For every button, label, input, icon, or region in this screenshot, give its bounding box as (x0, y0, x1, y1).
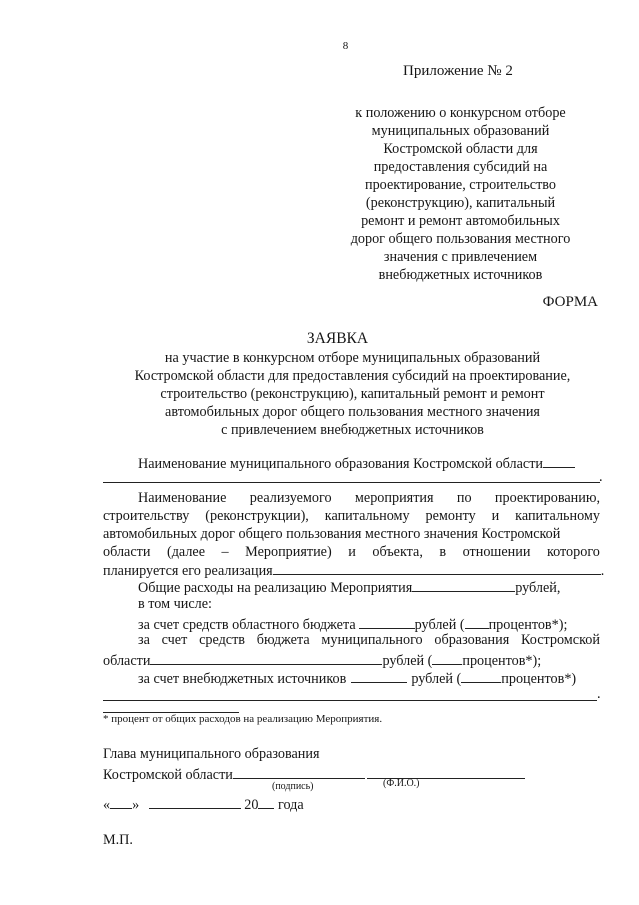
word: средств (199, 632, 245, 648)
subtitle-line: проектирование, строительство (364, 177, 556, 193)
description-line: строительство (реконструкцию), капитальный ремонт и ремонт (160, 386, 545, 402)
word: проектированию, (494, 490, 600, 506)
document-title: ЗАЯВКА (306, 330, 369, 347)
extra-budget-continuation-field[interactable] (103, 700, 597, 701)
total-expenses-unit: рублей, (515, 580, 561, 596)
extra-budget-field[interactable] (351, 668, 407, 683)
description-line: с привлечением внебюджетных источников (221, 422, 484, 438)
subtitle-line: дорог общего пользования местного (350, 231, 571, 247)
event-line-1 (138, 490, 600, 507)
subtitle-line: ремонт и ремонт автомобильных (361, 213, 560, 229)
word: и (491, 508, 500, 524)
municipal-budget-field[interactable] (150, 650, 382, 665)
form-label: ФОРМА (542, 294, 598, 310)
date-line (103, 794, 304, 814)
word: реализуемого (249, 490, 332, 506)
subtitle-line: Костромской области для (383, 141, 538, 157)
word: и (348, 544, 356, 560)
word: счет (161, 632, 188, 648)
subtitle-line: значения с привлечением (383, 249, 538, 265)
word: по (456, 490, 472, 506)
word: Наименование (138, 490, 227, 506)
stamp-placeholder: М.П. (103, 832, 133, 848)
description-line: на участие в конкурсном отборе муниципальных образований (164, 350, 541, 366)
event-line-4 (103, 544, 600, 561)
event-line-2 (103, 508, 600, 525)
mo-name-label-text: Наименование муниципального образования Костромской области (138, 456, 544, 472)
mo-name-field-start[interactable] (543, 453, 575, 468)
municipal-budget-line-2 (103, 650, 541, 670)
mo-name-label (138, 453, 575, 473)
document-description (100, 349, 605, 439)
word: строительству (103, 508, 190, 524)
description-line: автомобильных дорог общего пользования местного значения (165, 404, 540, 420)
year-suffix: года (278, 797, 304, 813)
subtitle-line: муниципальных образований (371, 123, 550, 139)
regional-budget-label: за счет средств областного бюджета (138, 617, 356, 633)
extra-budget-line (138, 668, 576, 688)
word: капитальному (324, 508, 410, 524)
municipal-budget-line-1 (138, 632, 600, 649)
subtitle-line: к положению о конкурсном отборе (355, 105, 566, 121)
mo-name-period: . (599, 469, 603, 485)
subtitle-line: внебюджетных источников (378, 267, 543, 283)
municipal-percent-label: процентов*); (462, 653, 542, 669)
word: капитальному (515, 508, 600, 524)
total-expenses-label: Общие расходы на реализацию Мероприятия (138, 580, 413, 596)
description-line: Костромской области для предоставления субсидий на проектирование, (134, 368, 571, 384)
total-expenses-field[interactable] (412, 577, 515, 592)
appendix-subtitle (318, 104, 603, 284)
event-line-5-text: планируется его реализация (103, 563, 273, 579)
word: в (439, 544, 447, 560)
date-year-field[interactable] (258, 794, 274, 809)
date-quote-open: « (103, 797, 111, 813)
regional-percent-label: процентов*); (488, 617, 568, 633)
word: которого (546, 544, 600, 560)
including-label: в том числе: (138, 596, 212, 612)
municipal-percent-field[interactable] (432, 650, 462, 665)
head-title-line-2-text: Костромской области (103, 767, 233, 783)
word: (далее (166, 544, 206, 560)
appendix-label: Приложение № 2 (403, 63, 513, 79)
word: объекта, (372, 544, 423, 560)
date-day-field[interactable] (110, 794, 132, 809)
regional-budget-line (138, 614, 567, 634)
regional-percent-field[interactable] (465, 614, 489, 629)
word: ремонту (425, 508, 476, 524)
word: за (138, 632, 150, 648)
municipal-prefix: области (103, 653, 151, 669)
subtitle-line: предоставления субсидий на (373, 159, 548, 175)
extra-period: . (597, 686, 601, 702)
footnote: * процент от общих расходов на реализацию Мероприятия. (103, 713, 383, 725)
regional-budget-field[interactable] (359, 614, 415, 629)
word: муниципального (321, 632, 423, 648)
full-name-field[interactable] (367, 764, 525, 779)
word: – (221, 544, 229, 560)
extra-percent-label: процентов*) (501, 671, 577, 687)
word: мероприятия (354, 490, 434, 506)
word: бюджета (256, 632, 310, 648)
extra-budget-unit: рублей ( (411, 671, 462, 687)
page-number: 8 (342, 40, 349, 52)
mo-name-field[interactable] (103, 482, 600, 483)
word: (реконструкции), (205, 508, 309, 524)
extra-percent-field[interactable] (461, 668, 501, 683)
total-expenses-line (138, 577, 560, 597)
event-line-3: автомобильных дорог общего пользования местного значения Костромской (103, 526, 561, 542)
word: Костромской (521, 632, 600, 648)
word: образования (434, 632, 510, 648)
event-period: . (600, 563, 605, 579)
head-title-line-1: Глава муниципального образования (103, 746, 320, 762)
signature-field[interactable] (233, 764, 365, 779)
word: области (103, 544, 151, 560)
word: отношении (462, 544, 531, 560)
word: Мероприятие) (245, 544, 332, 560)
date-quote-close: » (132, 797, 140, 813)
signature-caption: (подпись) (272, 781, 314, 792)
subtitle-line: (реконструкцию), капитальный (365, 195, 556, 211)
regional-budget-unit: рублей ( (414, 617, 465, 633)
head-title-line-2 (103, 764, 525, 784)
event-object-field[interactable] (273, 560, 601, 575)
full-name-caption: (Ф.И.О.) (383, 778, 420, 789)
date-month-field[interactable] (149, 794, 241, 809)
extra-budget-label: за счет внебюджетных источников (138, 671, 347, 687)
year-prefix: 20 (244, 797, 259, 813)
municipal-budget-unit: рублей ( (382, 653, 433, 669)
